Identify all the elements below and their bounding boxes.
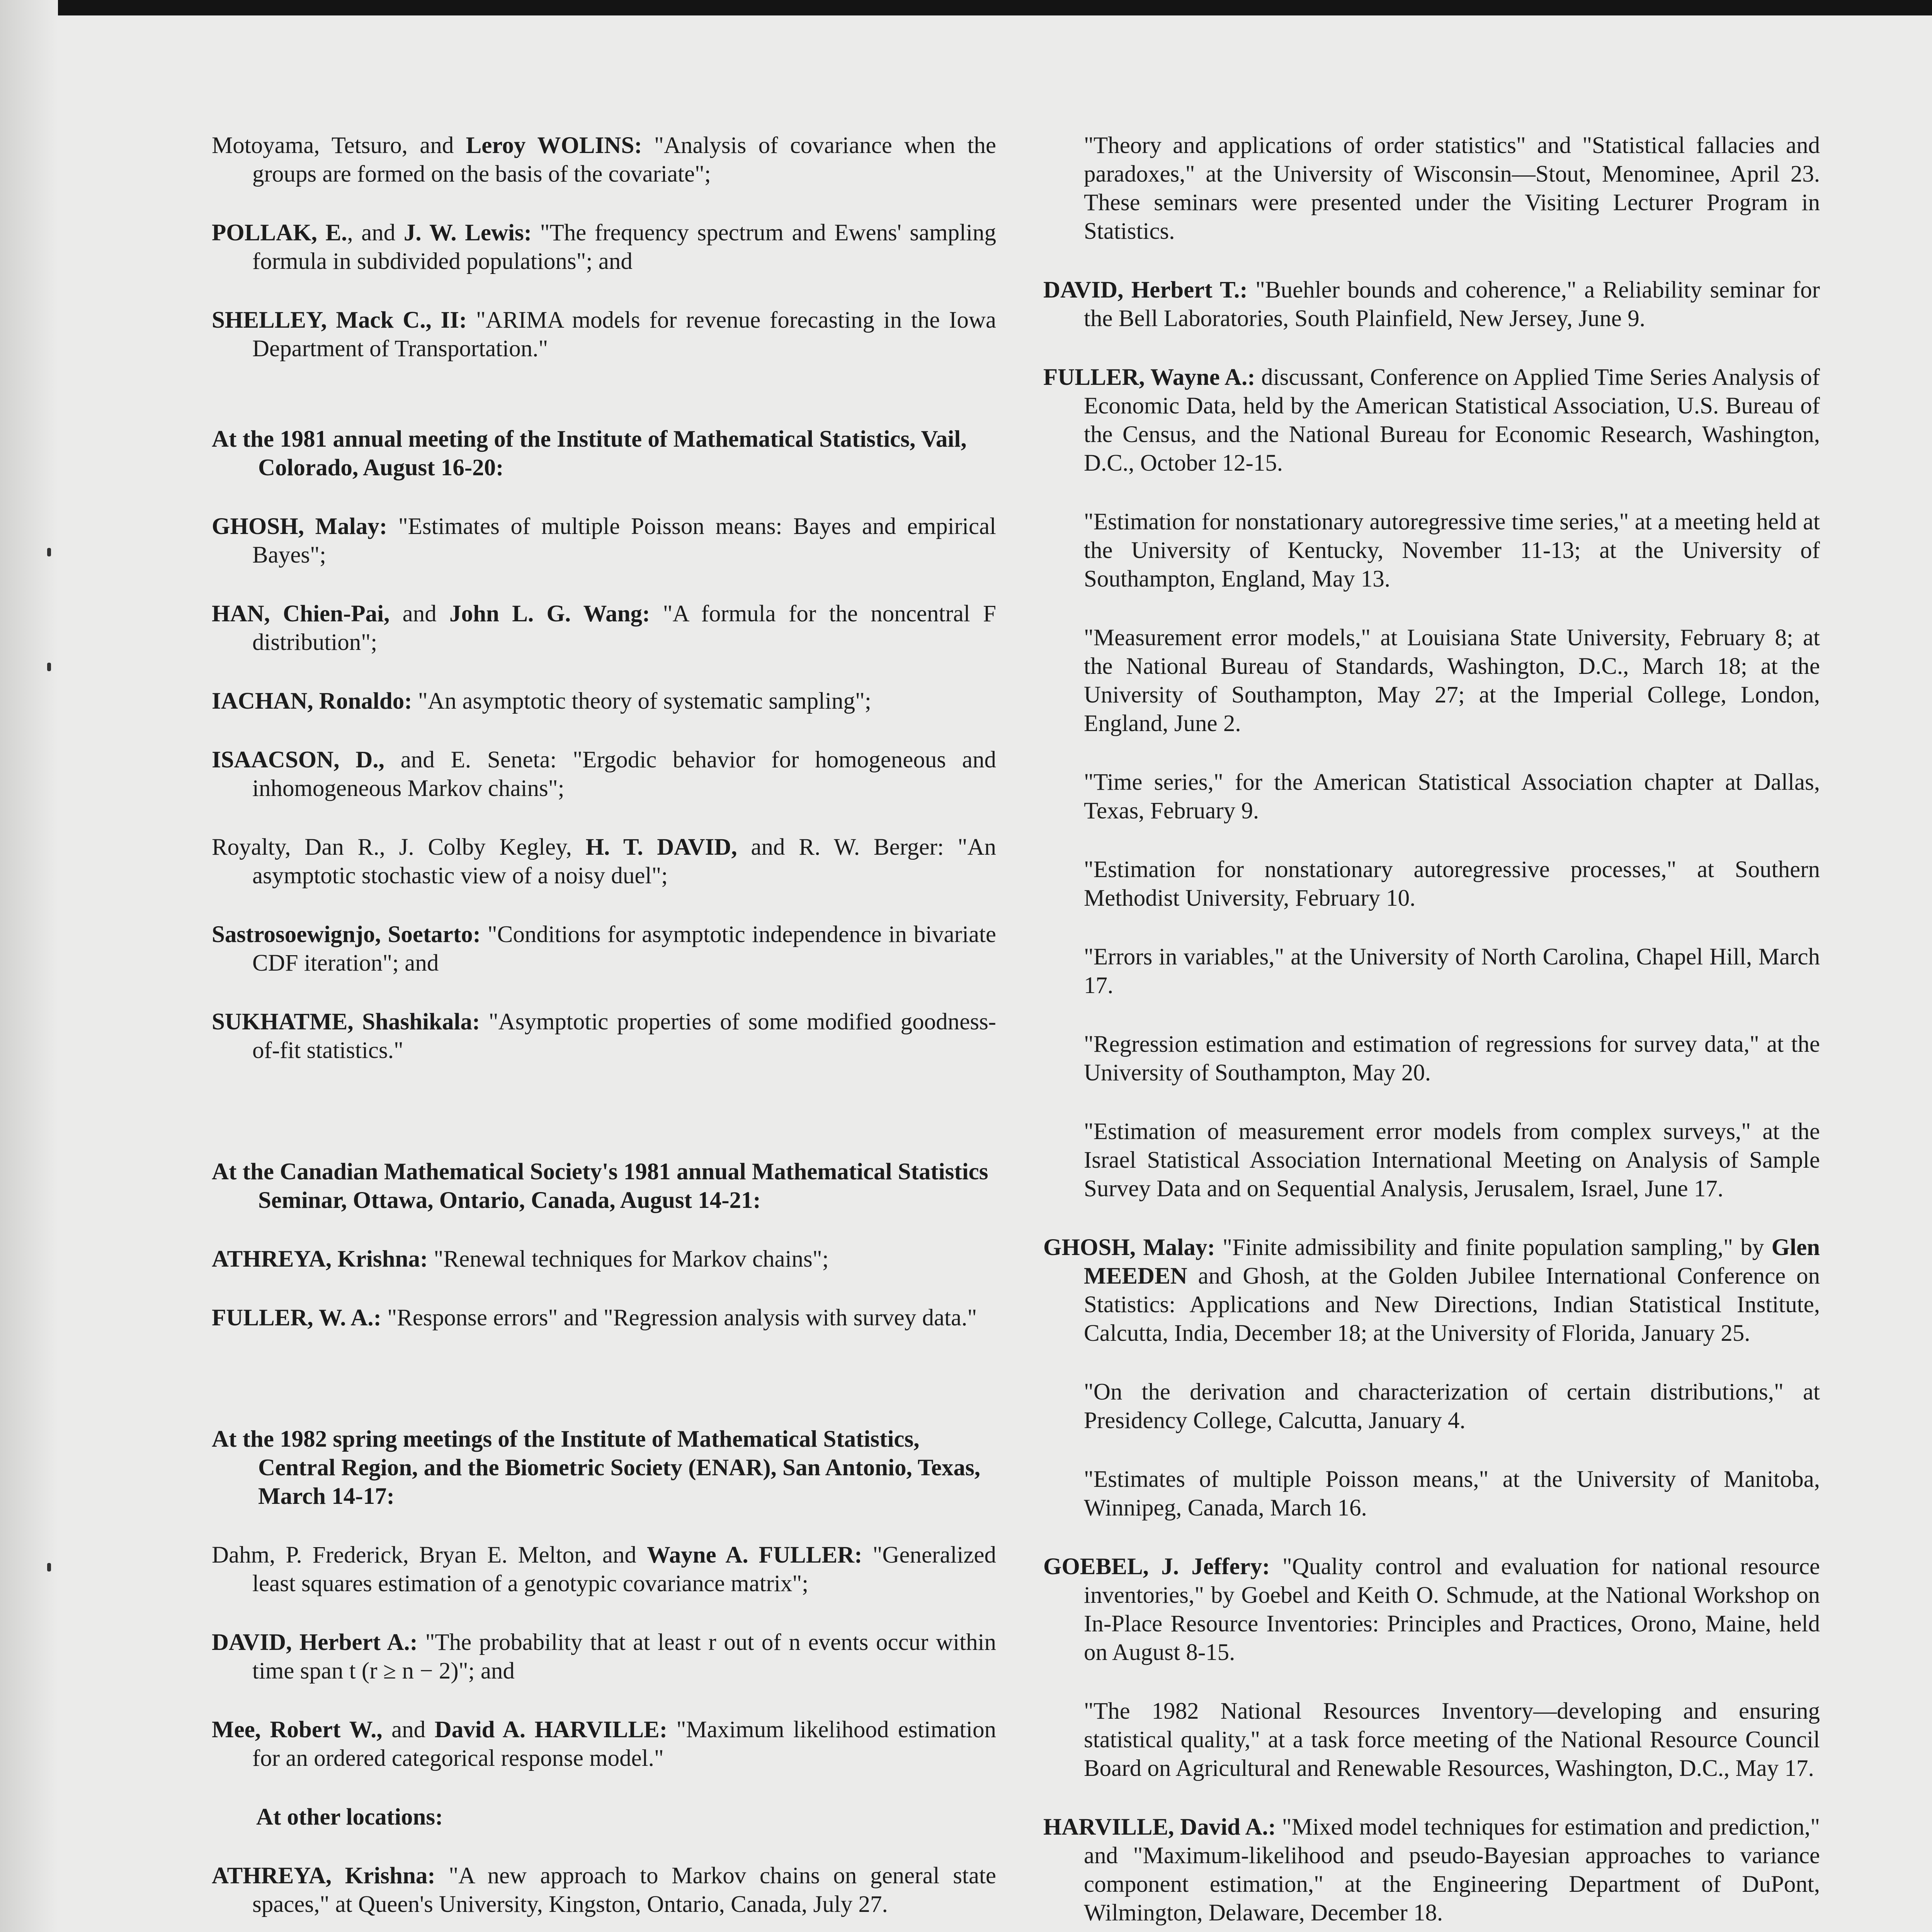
scan-speck <box>47 1563 51 1571</box>
list-entry: GHOSH, Malay: "Estimates of multiple Poisson means: Bayes and empirical Bayes"; <box>212 514 996 568</box>
list-entry: Royalty, Dan R., J. Colby Kegley, H. T. DAVID, and R. W. Berger: "An asymptotic stochastic view of a noisy duel"; <box>212 834 996 889</box>
list-entry: SHELLEY, Mack C., II: "ARIMA models for revenue forecasting in the Iowa Department of Transportation." <box>212 307 996 362</box>
list-entry: ATHREYA, Krishna: "Renewal techniques for Markov chains"; <box>212 1246 829 1272</box>
page-gutter-shadow <box>0 0 58 1932</box>
list-entry-continuation: "Estimation for nonstationary autoregressive time series," at a meeting held at the University of Kentucky, November 11-13; at the University of Southampton, England, May 13. <box>1084 509 1820 592</box>
section-heading: At the Canadian Mathematical Society's 1981 annual Mathematical Statistics Seminar, Ottawa, Ontario, Canada, August 14-21: <box>212 1159 988 1213</box>
left-column <box>212 131 996 1932</box>
list-entry: HARVILLE, David A.: "Mixed model techniques for estimation and prediction," and "Maximum-likelihood and pseudo-Bayesian approaches to variance component estimation," at the Engineering Department of DuPont, Wilmington, Delaware, December 18. <box>1043 1814 1820 1926</box>
list-entry-continuation: "Estimates of multiple Poisson means," at the University of Manitoba, Winnipeg, Canada, March 16. <box>1084 1466 1820 1521</box>
list-entry: POLLAK, E., and J. W. Lewis: "The frequency spectrum and Ewens' sampling formula in subdivided populations"; and <box>212 220 996 274</box>
list-entry: DAVID, Herbert T.: "Buehler bounds and coherence," a Reliability seminar for the Bell Laboratories, South Plainfield, New Jersey, June 9. <box>1043 277 1820 332</box>
list-entry: FULLER, Wayne A.: discussant, Conference on Applied Time Series Analysis of Economic Data, held by the American Statistical Association, U.S. Bureau of the Census, and the National Bureau for Economic Research, Washington, D.C., October 12-15. <box>1043 364 1820 476</box>
section-heading: At other locations: <box>256 1804 443 1830</box>
list-entry: GHOSH, Malay: "Finite admissibility and finite population sampling," by Glen MEEDEN and Ghosh, at the Golden Jubilee International Conference on Statistics: Applications and New Directions, Indian Statistical Institute, Calcutta, India, December 18; at the University of Florida, January 25. <box>1043 1235 1820 1346</box>
list-entry-continuation: "Regression estimation and estimation of regressions for survey data," at the University of Southampton, May 20. <box>1084 1031 1820 1086</box>
list-entry-continuation: "On the derivation and characterization of certain distributions," at Presidency College, Calcutta, January 4. <box>1084 1379 1820 1434</box>
list-entry: ISAACSON, D., and E. Seneta: "Ergodic behavior for homogeneous and inhomogeneous Markov chains"; <box>212 747 996 801</box>
section-heading: At the 1981 annual meeting of the Institute of Mathematical Statistics, Vail, Colorado, August 16-20: <box>212 426 967 481</box>
list-entry-continuation: "Estimation of measurement error models from complex surveys," at the Israel Statistical Association International Meeting on Analysis of Sample Survey Data and on Sequential Analysis, Jerusalem, Israel, June 17. <box>1084 1119 1820 1202</box>
list-entry: HAN, Chien-Pai, and John L. G. Wang: "A formula for the noncentral F distribution"; <box>212 601 996 655</box>
scan-speck <box>47 663 51 671</box>
list-entry: Motoyama, Tetsuro, and Leroy WOLINS: "Analysis of covariance when the groups are formed on the basis of the covariate"; <box>212 133 996 187</box>
scan-top-edge <box>0 0 1932 15</box>
list-entry: Sastrosoewignjo, Soetarto: "Conditions for asymptotic independence in bivariate CDF iteration"; and <box>212 922 996 976</box>
list-entry: GOEBEL, J. Jeffery: "Quality control and evaluation for national resource inventories," by Goebel and Keith O. Schmude, at the National Workshop on In-Place Resource Inventories: Principles and Practices, Orono, Maine, held on August 8-15. <box>1043 1554 1820 1665</box>
list-entry: FULLER, W. A.: "Response errors" and "Regression analysis with survey data." <box>212 1305 977 1331</box>
section-heading: At the 1982 spring meetings of the Institute of Mathematical Statistics, Central Region, and the Biometric Society (ENAR), San Antonio, Texas, March 14-17: <box>212 1426 980 1509</box>
list-entry-continuation: "Theory and applications of order statistics" and "Statistical fallacies and paradoxes," at the University of Wisconsin—Stout, Menominee, April 23. These seminars were presented under the Visiting Lecturer Program in Statistics. <box>1084 133 1820 244</box>
list-entry: Mee, Robert W., and David A. HARVILLE: "Maximum likelihood estimation for an ordered categorical response model." <box>212 1717 996 1771</box>
list-entry-continuation: "Estimation for nonstationary autoregressive processes," at Southern Methodist University, February 10. <box>1084 857 1820 911</box>
list-entry: DAVID, Herbert A.: "The probability that at least r out of n events occur within time span t (r ≥ n − 2)"; and <box>212 1629 996 1684</box>
list-entry: ATHREYA, Krishna: "A new approach to Markov chains on general state spaces," at Queen's University, Kingston, Ontario, Canada, July 27. <box>212 1863 996 1917</box>
list-entry-continuation: "Measurement error models," at Louisiana State University, February 8; at the National Bureau of Standards, Washington, D.C., March 18; at the University of Southampton, May 27; at the Imperial College, London, England, June 2. <box>1084 625 1820 736</box>
list-entry: IACHAN, Ronaldo: "An asymptotic theory of systematic sampling"; <box>212 688 871 714</box>
list-entry-continuation: "The 1982 National Resources Inventory—developing and ensuring statistical quality," at a task force meeting of the National Resource Council Board on Agricultural and Renewable Resources, Washington, D.C., May 17. <box>1084 1698 1820 1781</box>
list-entry-continuation: "Time series," for the American Statistical Association chapter at Dallas, Texas, February 9. <box>1084 769 1820 824</box>
scan-speck <box>47 548 51 556</box>
right-column <box>1043 131 1820 1932</box>
list-entry: SUKHATME, Shashikala: "Asymptotic properties of some modified goodness-of-fit statistics." <box>212 1009 996 1063</box>
list-entry-continuation: "Errors in variables," at the University of North Carolina, Chapel Hill, March 17. <box>1084 944 1820 998</box>
list-entry: Dahm, P. Frederick, Bryan E. Melton, and Wayne A. FULLER: "Generalized least squares estimation of a genotypic covariance matrix"; <box>212 1542 996 1597</box>
